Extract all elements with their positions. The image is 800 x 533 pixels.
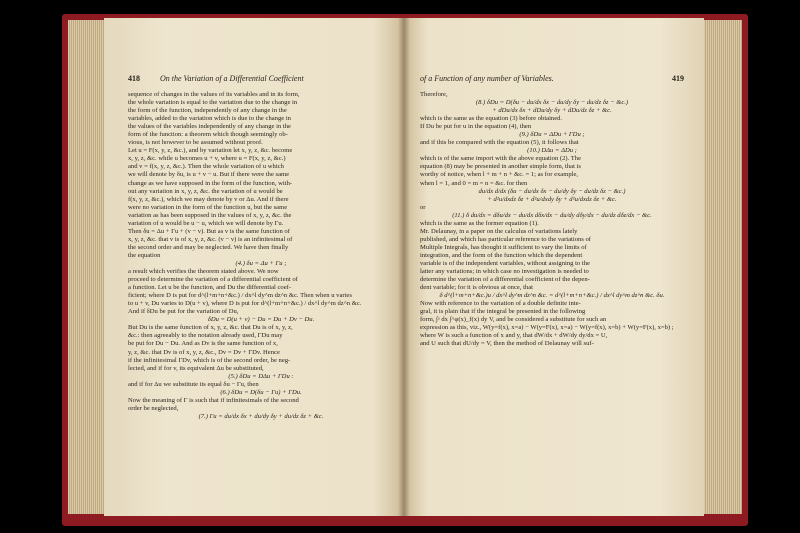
text-line: and U such that dU/dy = V, then the method of Delaunay will suf- (420, 340, 594, 348)
right-header (420, 74, 684, 83)
text-line: y, z, &c. that Dv is of x, y, z, &c., Dv = Dv + ΓDv. Hence (128, 348, 280, 356)
text-line: and v = f(x, y, z, &c.). Then the whole variation of u which (128, 163, 284, 171)
text-line: gral, it is plain that if the integral be presented in the following (420, 308, 586, 316)
text-line: the whole variation is equal to the variation due to the change in (128, 99, 298, 107)
text-line: lected, and if for v, its equivalent Δu be substituted, (128, 364, 264, 372)
text-line: Then δu = Δu + Γu + (v − v). But as v is the same function of (128, 227, 290, 235)
text-line: and if this be compared with the equation (5), it follows that (420, 139, 579, 147)
running-head-left: On the Variation of a Differential Coefficient (160, 74, 304, 83)
text-line: the values of the variables independently of any change in the (128, 123, 291, 131)
text-line: expression as this, viz., W(y=f(x), x=a) − W(y=F(x), x=a) − W(y=f(x), x=b) + W(y=F(x), x=b) ; (420, 324, 674, 332)
text-line: x, y, z, &c. while u becomes u + v, where u = F(x, y, z, &c.) (128, 155, 286, 163)
equation-variation: δDu = D(u + v) − Du = Du + Dv − Du. (207, 316, 315, 324)
right-page-edges (704, 20, 742, 514)
right-body (420, 91, 684, 349)
text-line: But Du is the same function of x, y, z, &c. that Du is of x, y, z, (128, 324, 293, 332)
left-page-edges (68, 20, 104, 514)
equation-6: (6.) δDu = D(δu − Γu) + ΓDu. (220, 388, 302, 396)
equation-derivative-cont: + d²u/dxdz δz + d²u/dxdy δy + d²u/dxdz δz + &c. (487, 195, 617, 203)
text-line: dent variable; for it is obvious at once, that (420, 284, 533, 292)
equation-delaunay: δ d^(l+m+n+&c.)u / dx^l dy^m dz^n &c. = d^(l+m+n+&c.) / dx^l dy^m dz^n &c. δu. (439, 292, 665, 300)
text-line: form, ∫ᵃ dx ∫^φ(x)_f(x) dy V, and be considered a substitute for such an (420, 316, 607, 324)
equation-5: (5.) δDu = DΔu + ΓDu : (228, 372, 294, 380)
text-line: sequence of changes in the values of its variables and in its form, (128, 91, 300, 98)
text-line: equation (8) may be presented in another simple form, that is (420, 163, 581, 171)
text-line: be put for Du − Du. And as Dv is the same function of x, (128, 340, 278, 348)
text-line: Mr. Delaunay, in a paper on the calculus of variations lately (420, 227, 578, 235)
text-line: which is of the same import with the above equation (2). The (420, 155, 582, 163)
text-line: Now the meaning of Γ is such that if infinitesimals of the second (128, 396, 299, 404)
text-line: which is the same as the former equation (1). (420, 219, 539, 227)
text-line: latter any variations; in which case no investigation is needed to (420, 268, 589, 276)
text-line: when l = 1, and 0 = m = n = &c. for then (420, 179, 528, 187)
text-line: variable is of the independent variables, without assigning to the (420, 259, 590, 267)
equation-7: (7.) Γu = du/dx δx + du/dy δy + du/dz δz + &c. (198, 412, 324, 420)
text-line: were no variation in the form of the function u, but the same (128, 203, 288, 211)
equation-4: (4.) δu = Δu + Γu ; (235, 259, 287, 267)
text-line: or (420, 203, 426, 211)
page-number-left: 418 (128, 74, 140, 83)
equation-11: (11.) δ du/dx = dδu/dx − du/dx dδx/dx − du/dy dδy/dx − du/dz dδz/dx − &c. (452, 211, 652, 219)
text-line: if the infinitesimal ΓDv, which is of the second order, be neg- (128, 356, 291, 364)
equation-8: (8.) δDu = D(δu − du/dx δx − du/dy δy − du/dz δz − &c.) (475, 99, 629, 107)
text-line: f(x, y, z, &c.), which we may denote by v or Δu. And if there (128, 195, 289, 203)
equation-9: (9.) δDu = ΔDu + ΓDu ; (519, 131, 585, 139)
text-line: the equation (128, 251, 161, 259)
text-line: Now with reference to the variation of a double definite inte- (420, 300, 581, 308)
text-line: ficient; where D is put for d^(l+m+n+&c.) / dx^l dy^m dz^n &c. Then when u varies (128, 292, 352, 300)
text-line: x, y, z, &c. that v is of x, y, z, &c. (v − v) is an infinitesimal of (128, 235, 293, 243)
page-number-right: 419 (672, 74, 684, 83)
text-line: determine the variation of a differential coefficient of the depen- (420, 276, 590, 284)
text-line: a result which verifies the theorem stated above. We now (128, 268, 279, 276)
text-line: order be neglected, (128, 404, 179, 412)
text-line: Multiple Integrals, has thought it sufficient to vary the limits of (420, 243, 587, 251)
text-line: variables, added to the variation which is due to the change in (128, 115, 291, 123)
text-line: worthy of notice, when l + m + n + &c. = 1; as for example, (420, 171, 579, 179)
running-head-right: of a Function of any number of Variables. (420, 74, 554, 83)
text-line: form of the function: a theorem which though seemingly ob- (128, 131, 288, 139)
text-line: variation as has been supposed in the values of x, y, z, &c. the (128, 211, 292, 219)
text-line: and if for Δu we substitute its equal δu − Γu, then (128, 380, 259, 388)
text-line: to u + v, Du varies to D(u + v), where D is put for d^(l+m+n+&c.) / dx^l dy^m dz^n &c. (128, 300, 362, 308)
left-page (104, 18, 404, 516)
text-line: which is the same as the equation (3) before obtained. (420, 115, 563, 123)
text-line: vious, is not however to be assumed without proof. (128, 139, 263, 147)
equation-10: (10.) DΔu = ΔDu ; (527, 147, 577, 155)
text-line: proceed to determine the variation of a differential coefficient of (128, 276, 298, 284)
text-line: And if δDu be put for the variation of Du, (128, 308, 239, 316)
text-line: &c.: then agreeably to the notation already used, ΓDu may (128, 332, 283, 340)
left-body (128, 91, 394, 421)
right-page (404, 18, 704, 516)
text-line: where W is such a function of x and y, that dW/dx + dW/dy dy/dx = U, (420, 332, 608, 340)
text-line: Let u = F(x, y, z, &c.), and by variation let x, y, z, &c. become (128, 147, 293, 155)
text-line: a function. Let u be the function, and Du the differential coef- (128, 284, 292, 292)
text-line: variation of u would be u − u, which we will denote by Γu. (128, 219, 284, 227)
text-line: out any variation in x, y, z, &c. the variation of u would be (128, 187, 283, 195)
text-line: change as we have supposed in the form of the function, with- (128, 179, 293, 187)
text-line: the form of the function, independently of any change in the (128, 107, 287, 115)
equation-8-cont: + dDu/dx δx + dDu/dy δy + dDu/dz δz + &c. (492, 107, 612, 115)
text-line: If Du be put for u in the equation (4), then (420, 123, 532, 131)
left-header (128, 74, 398, 83)
book-gutter (398, 18, 410, 516)
text-line: integration, and the form of the function which the dependent (420, 251, 583, 259)
text-line: we will denote by δu, is u + v − u. But if there were the same (128, 171, 290, 179)
equation-derivative: du/dx d/dx (δu − du/dx δx − du/dy δy − du/dz δz − &c.) (478, 187, 626, 195)
text-line: published, and which has particular reference to the variations of (420, 235, 592, 243)
text-line: the second order and may be neglected. We have then finally (128, 243, 289, 251)
text-line: Therefore, (420, 91, 448, 98)
